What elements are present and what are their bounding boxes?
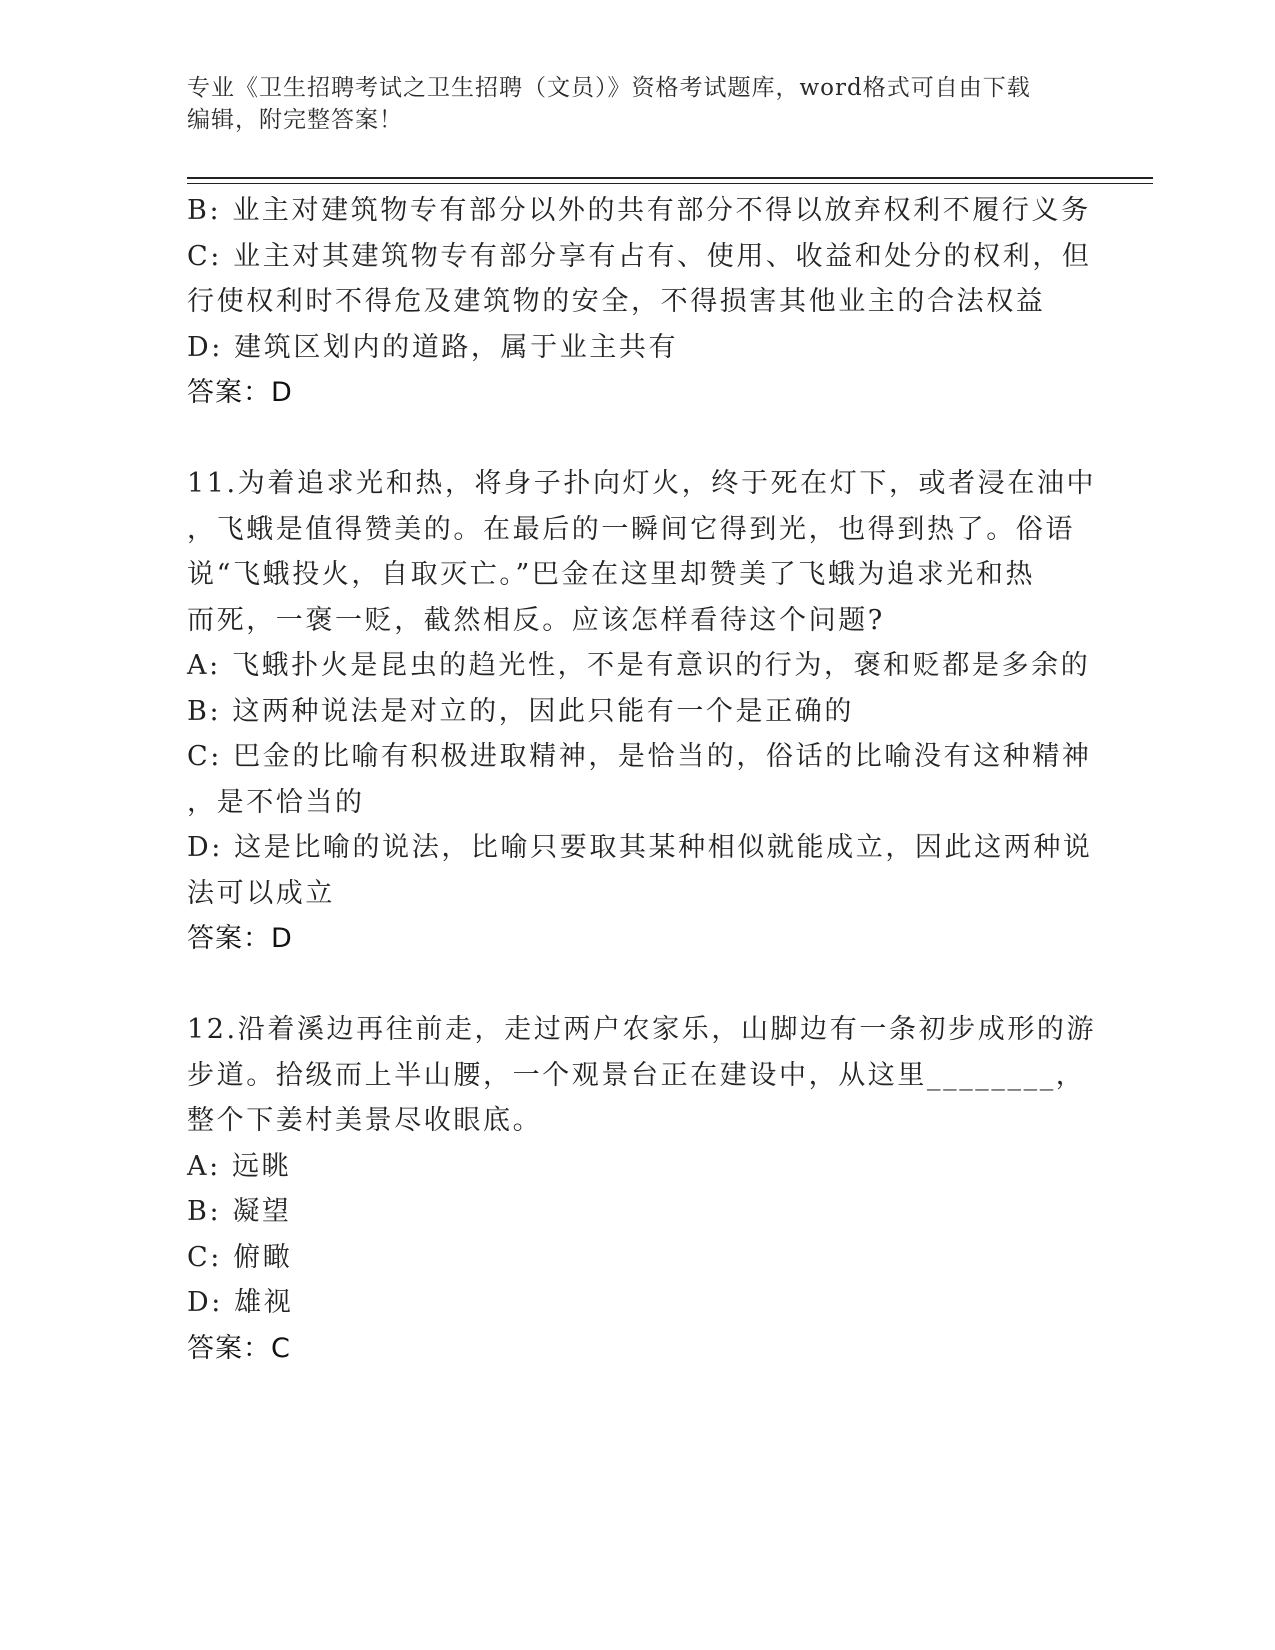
- question-12-block: [187, 1007, 1097, 1371]
- q12-option-c: C: 俯瞰: [187, 1241, 293, 1273]
- q11-stem-line-3: 说“飞蛾投火，自取灭亡。”巴金在这里却赞美了飞蛾为追求光和热: [187, 559, 1036, 590]
- q11-option-d-line-2: 法可以成立: [187, 877, 335, 909]
- q12-answer: 答案：C: [187, 1332, 291, 1364]
- q11-stem-line-4: 而死，一褒一贬，截然相反。应该怎样看待这个问题?: [187, 604, 885, 636]
- document-body: [187, 188, 1097, 1371]
- q11-option-d-line-1: D: 这是比喻的说法，比喻只要取其某种相似就能成立，因此这两种说: [187, 832, 1093, 863]
- q11-stem-line-1: 11.为着追求光和热，将身子扑向灯火，终于死在灯下，或者浸在油中: [187, 468, 1097, 499]
- q12-option-a: A: 远眺: [187, 1150, 292, 1182]
- spacer: [187, 962, 1087, 1008]
- q11-option-c-line-2: ，是不恰当的: [187, 786, 365, 818]
- page-header: [187, 72, 1067, 136]
- q11-stem-line-2: ，飞蛾是值得赞美的。在最后的一瞬间它得到光，也得到热了。俗语: [187, 513, 1075, 545]
- header-line-1: 专业《卫生招聘考试之卫生招聘（文员）》资格考试题库，word格式可自由下载: [187, 75, 1031, 101]
- q10-option-d: D: 建筑区划内的道路，属于业主共有: [187, 331, 679, 363]
- q10-option-c-line-2: 行使权利时不得危及建筑物的安全，不得损害其他业主的合法权益: [187, 286, 1046, 317]
- q12-stem-line-2: 步道。拾级而上半山腰，一个观景台正在建设中，从这里________，: [187, 1059, 1086, 1091]
- q12-option-b: B: 凝望: [187, 1196, 292, 1227]
- q10-option-c-line-1: C: 业主对其建筑物专有部分享有占有、使用、收益和处分的权利，但: [187, 240, 1092, 272]
- q11-answer: 答案：D: [187, 923, 293, 954]
- header-line-2: 编辑，附完整答案！: [187, 107, 403, 133]
- header-rule-thin: [187, 183, 1153, 184]
- spacer: [187, 416, 1087, 462]
- q12-option-d: D: 雄视: [187, 1287, 294, 1318]
- q10-option-b: B: 业主对建筑物专有部分以外的共有部分不得以放弃权利不履行义务: [187, 195, 1091, 226]
- q11-option-b: B: 这两种说法是对立的，因此只能有一个是正确的: [187, 695, 854, 727]
- q12-stem-line-3: 整个下姜村美景尽收眼底。: [187, 1105, 543, 1136]
- q10-answer: 答案：D: [187, 377, 293, 408]
- q11-option-c-line-1: C: 巴金的比喻有积极进取精神，是恰当的，俗话的比喻没有这种精神: [187, 741, 1092, 772]
- question-10-block: [187, 188, 1092, 416]
- question-11-block: [187, 461, 1097, 962]
- header-rule-thick: [187, 177, 1153, 179]
- q12-stem-line-1: 12.沿着溪边再往前走，走过两户农家乐，山脚边有一条初步成形的游: [187, 1014, 1097, 1045]
- q11-option-a: A: 飞蛾扑火是昆虫的趋光性，不是有意识的行为，褒和贬都是多余的: [187, 650, 1091, 681]
